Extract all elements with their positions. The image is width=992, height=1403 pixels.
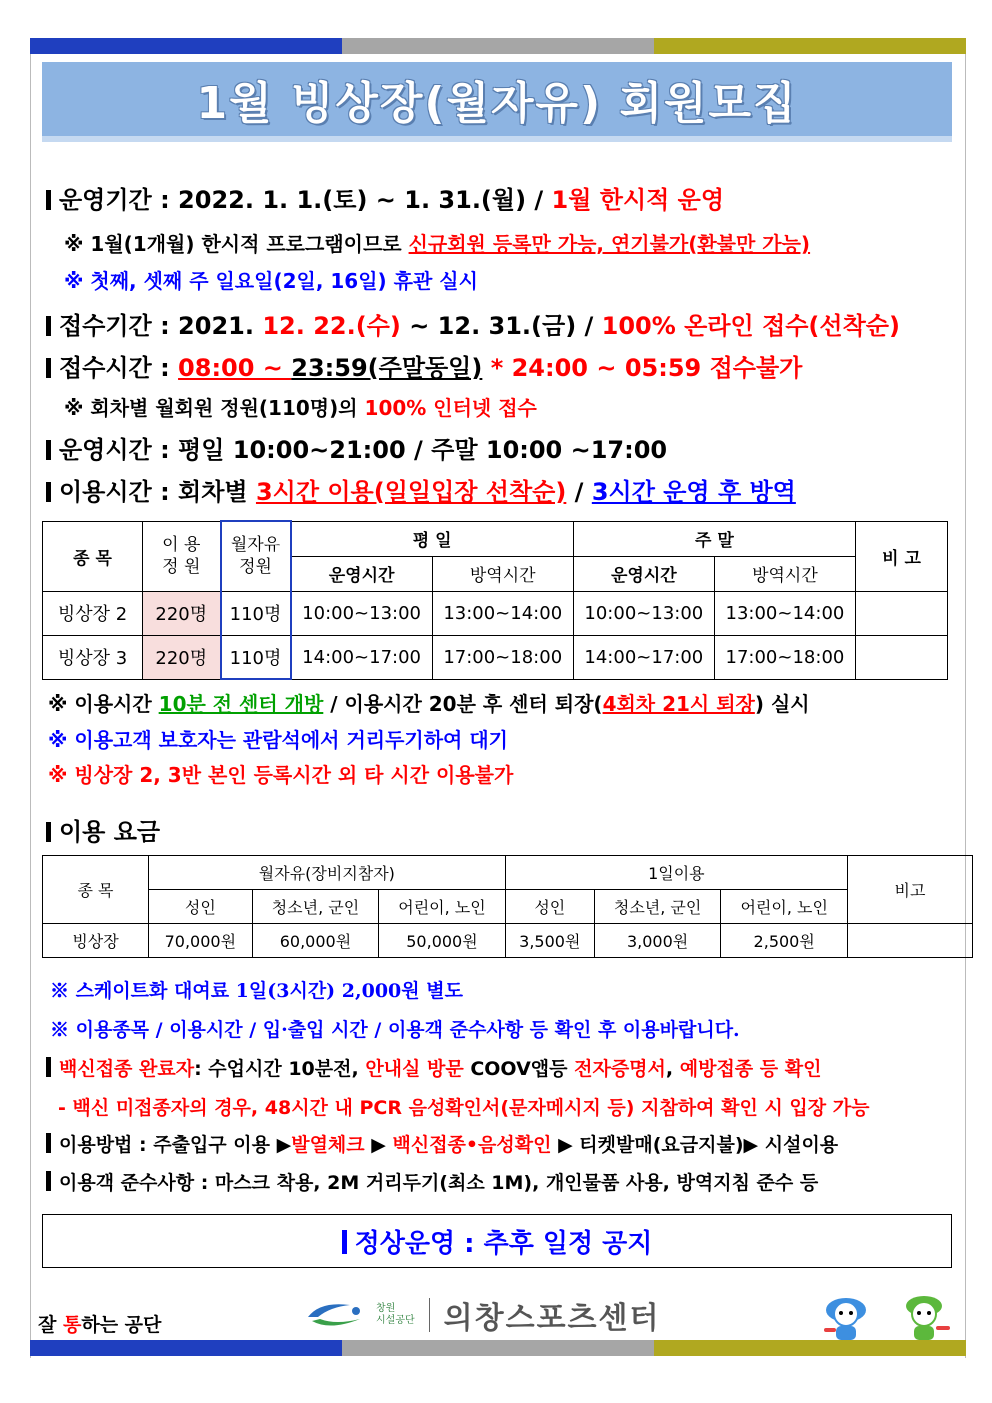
top-stripe [30,38,966,54]
usage-time-line: 이용시간 : 회차별 3시간 이용(일일입장 선착순) / 3시간 운영 후 방역 [46,472,796,507]
table-row: 빙상장 2 220명 110명 10:00~13:00 13:00~14:00 10:00~13:00 13:00~14:00 [43,591,948,635]
header-capacity: 이 용 정 원 [143,521,221,591]
fee-header-monthly: 월자유(장비지참자) [149,856,506,890]
bullet-bar [46,316,51,336]
header-weekday-run: 운영시간 [291,556,433,591]
usage-method-line: 이용방법 : 주출입구 이용 ▶발열체크 ▶ 백신접종•음성확인 ▶ 티켓발매(요금지불)▶ 시설이용 [46,1130,838,1157]
slogan: 잘 통하는 공단 [38,1314,162,1336]
fee-table: 종 목 월자유(장비지참자) 1일이용 비고 성인 청소년, 군인 어린이, 노인 성인 청소년, 군인 어린이, 노인 빙상장 70,000원 60,000원 50,000원 3,500원 3,000원 2,500원 [42,855,973,958]
reception-period-line: 접수기간 : 2021. 12. 22.(수) ~ 12. 31.(금) / 100% 온라인 접수(선착순) [46,306,900,341]
table-row: 빙상장 3 220명 110명 14:00~17:00 17:00~18:00 14:00~17:00 17:00~18:00 [43,635,948,679]
table-row: 빙상장 70,000원 60,000원 50,000원 3,500원 3,000원 2,500원 [43,924,973,958]
mascot-blue-icon [824,1298,866,1340]
bullet-bar [46,358,51,378]
corporation-name: 창원 시설공단 [376,1303,415,1326]
bottom-stripe [30,1340,966,1356]
header-weekend: 주 말 [573,521,855,556]
center-name: 의창스포츠센터 [443,1301,661,1336]
divider [429,1298,430,1332]
fee-header-daily: 1일이용 [505,856,847,890]
rules-line: 이용객 준수사항 : 마스크 착용, 2M 거리두기(최소 1M), 개인물품 사용, 방역지침 준수 등 [46,1168,818,1195]
note-quota: ※ 회차별 월회원 정원(110명)의 100% 인터넷 접수 [64,396,537,420]
header-weekday-clean: 방역시간 [432,556,573,591]
bullet-bar [342,1230,347,1254]
bullet-bar [46,1171,51,1191]
note-skate-rental: ※ 스케이트화 대여료 1일(3시간) 2,000원 별도 [50,980,463,1002]
fee-header-note: 비고 [848,856,973,924]
note-guardian: ※ 이용고객 보호자는 관람석에서 거리두기하여 대기 [48,728,508,752]
note-check-rules: ※ 이용종목 / 이용시간 / 입·출입 시간 / 이용객 준수사항 등 확인 후 이용바랍니다. [50,1019,740,1041]
fee-header-item: 종 목 [43,856,149,924]
center-logo [300,1292,720,1338]
reception-time-line: 접수시간 : 08:00 ~ 23:59(주말동일) * 24:00 ~ 05:59 접수불가 [46,348,802,383]
note-closed-days: ※ 첫째, 셋째 주 일요일(2일, 16일) 휴관 실시 [64,269,478,293]
bullet-bar [46,482,51,502]
vaccine-note: - 백신 미접종자의 경우, 48시간 내 PCR 음성확인서(문자메시지 등) 지참하여 확인 시 입장 가능 [58,1097,870,1119]
page-title: 1월 빙상장(월자유) 회원모집 [196,78,798,129]
corporation-logo-icon [300,1297,370,1333]
bullet-bar [46,822,51,842]
header-weekday: 평 일 [291,521,574,556]
bullet-bar [46,190,51,210]
header-note: 비 고 [856,521,948,591]
header-item: 종 목 [43,521,143,591]
fee-section-title: 이용 요금 [46,812,160,847]
operating-time-line: 운영시간 : 평일 10:00~21:00 / 주말 10:00 ~17:00 [46,430,667,465]
header-monthly-quota: 월자유 정원 [221,521,291,591]
vaccine-line: 백신접종 완료자: 수업시간 10분전, 안내실 방문 COOV앱등 전자증명서, 예방접종 등 확인 [46,1054,821,1081]
note-restriction: ※ 빙상장 2, 3반 본인 등록시간 외 타 시간 이용불가 [48,763,514,787]
normal-operation-notice: 정상운영 : 추후 일정 공지 [42,1214,952,1268]
schedule-table [42,520,948,680]
header-weekend-clean: 방역시간 [714,556,855,591]
header-weekend-run: 운영시간 [573,556,714,591]
bullet-bar [46,1057,51,1077]
bullet-bar [46,440,51,460]
bullet-bar [46,1133,51,1153]
mascot-icons [812,1292,960,1342]
mascot-green-icon [906,1296,950,1340]
note-entry-exit: ※ 이용시간 10분 전 센터 개방 / 이용시간 20분 후 센터 퇴장(4회차 21시 퇴장) 실시 [48,692,810,716]
title-banner [42,62,952,142]
note-new-member: ※ 1월(1개월) 한시적 프로그램이므로 신규회원 등록만 가능, 연기불가(환불만 가능) [64,232,811,256]
period-line: 운영기간 : 2022. 1. 1.(토) ~ 1. 31.(월) / 1월 한시적 운영 [46,180,724,215]
